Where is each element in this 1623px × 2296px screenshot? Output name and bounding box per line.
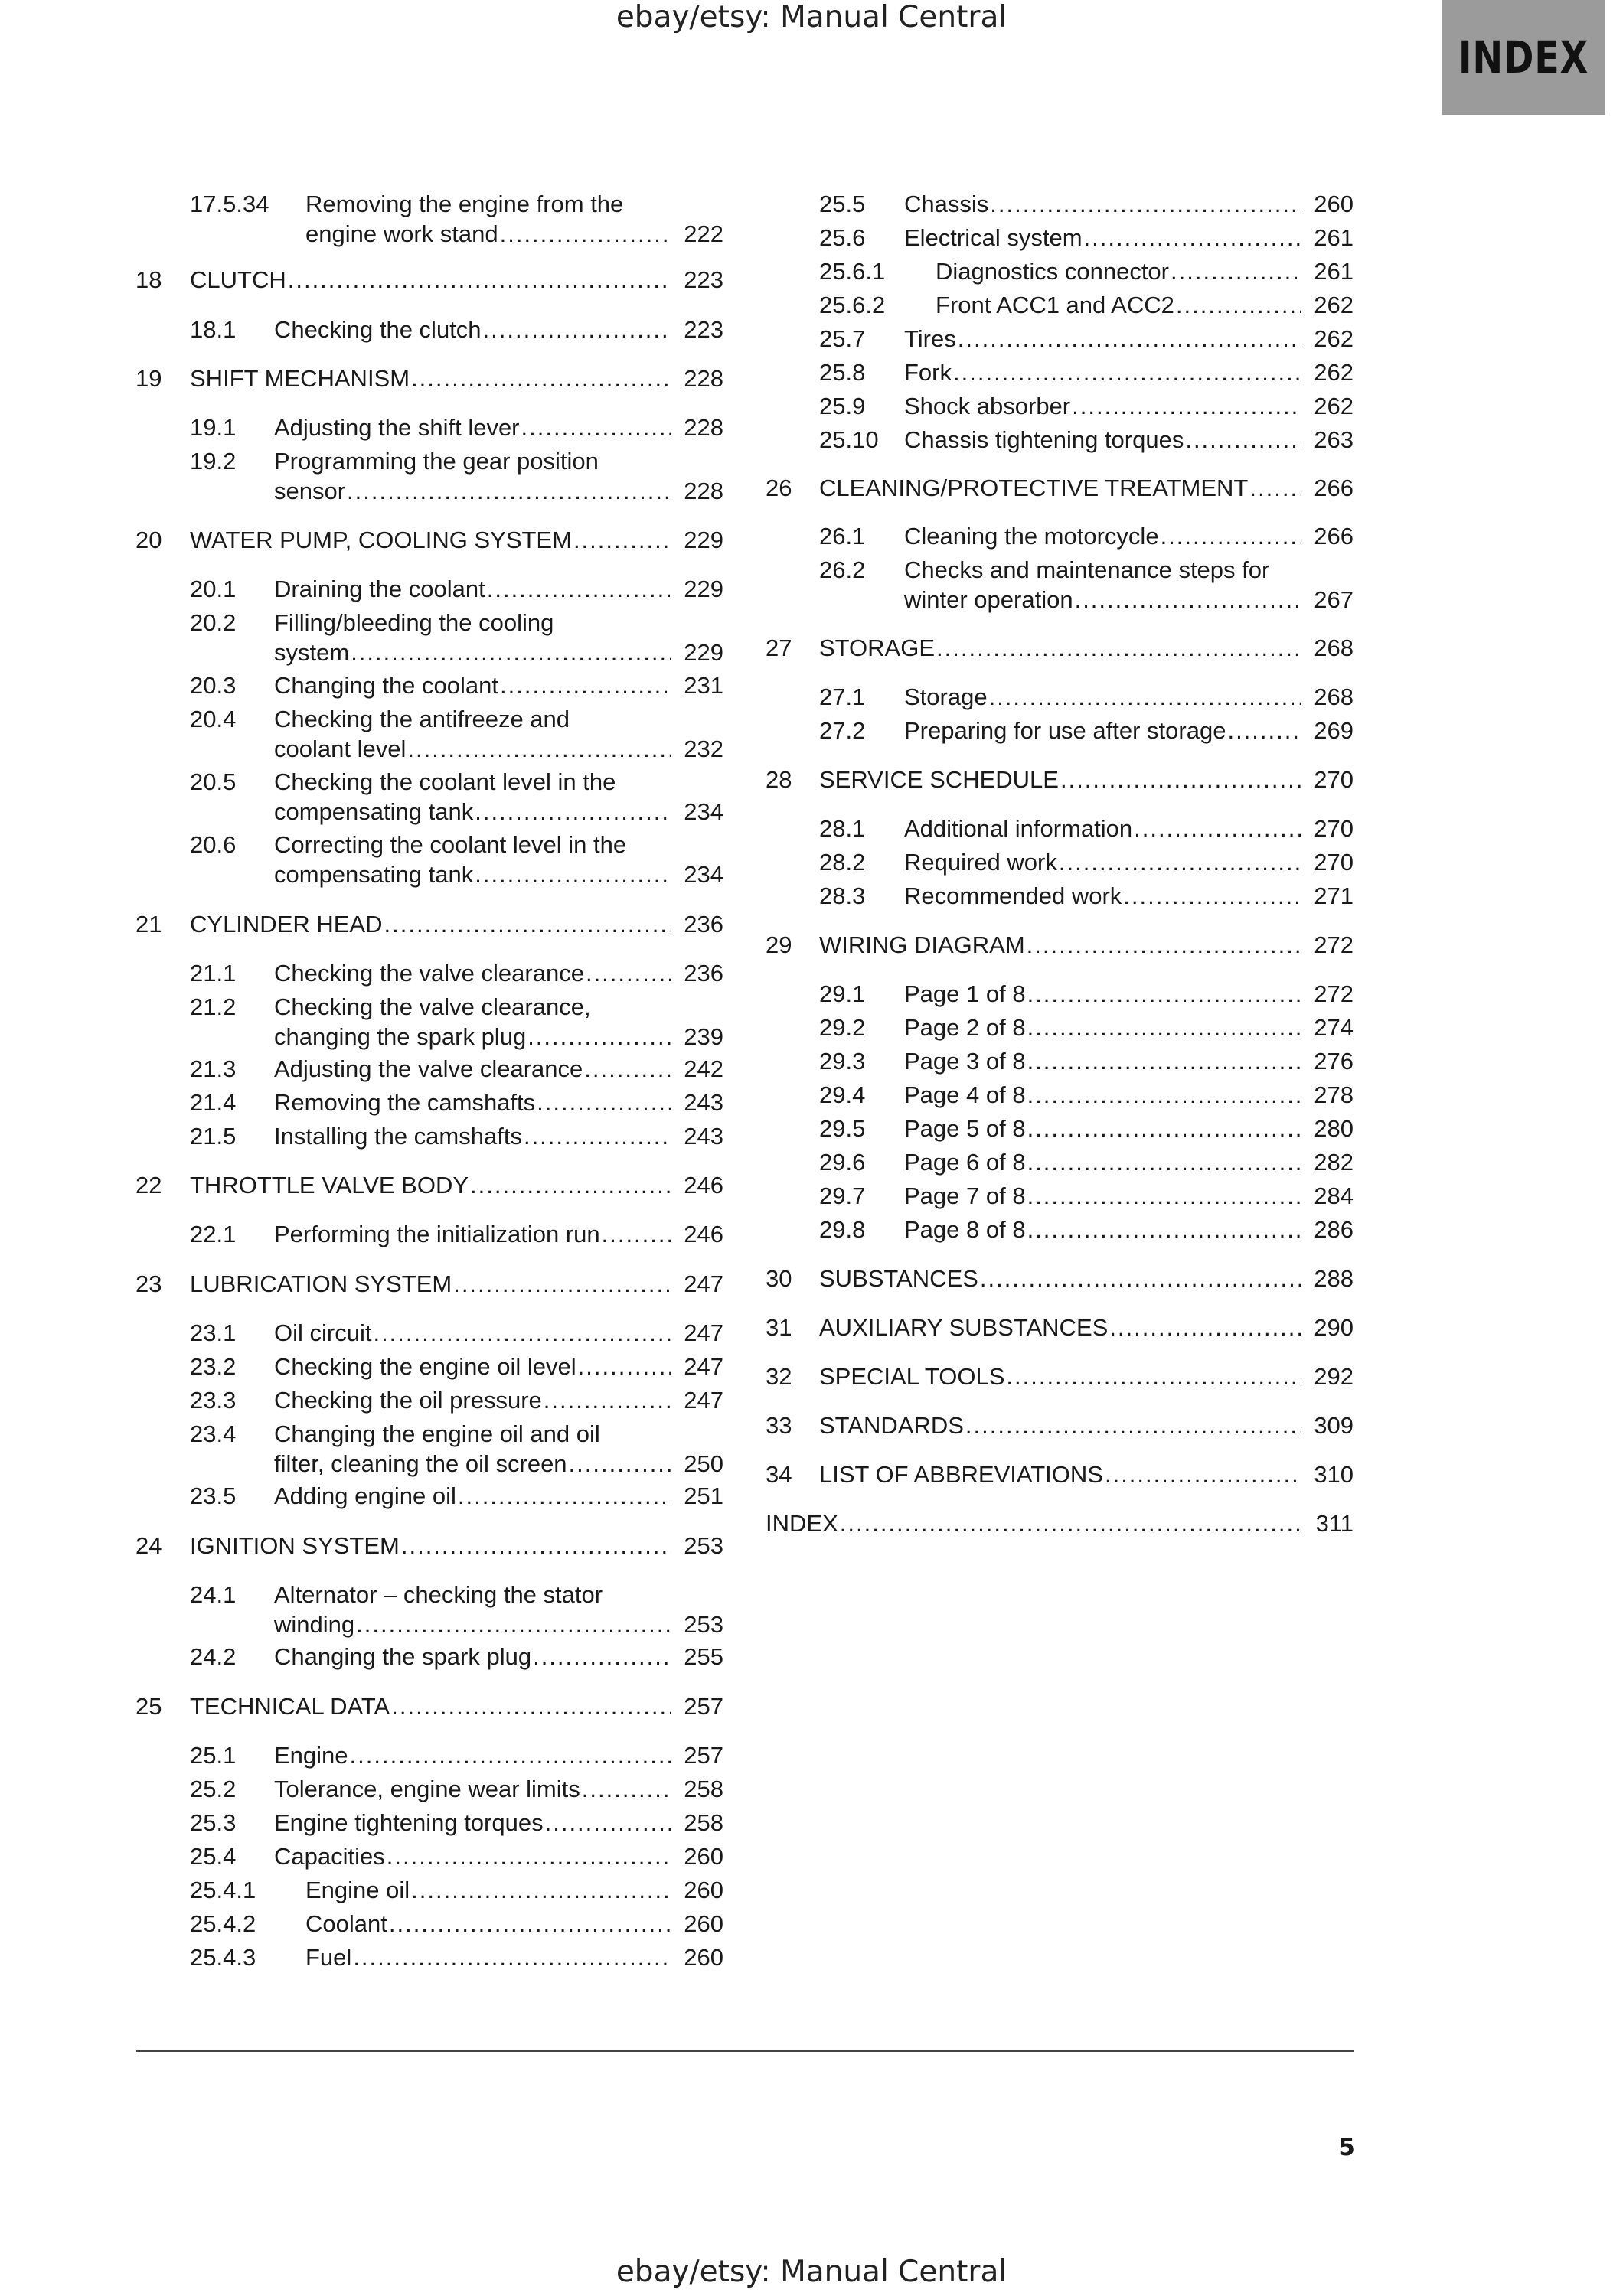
dot-leader	[586, 958, 671, 988]
dot-leader	[582, 1774, 671, 1804]
toc-entry-number: 31	[766, 1314, 792, 1341]
toc-entry-title: Removing the camshafts	[274, 1089, 536, 1116]
dot-leader	[475, 859, 671, 889]
toc-entry-title: LIST OF ABBREVIATIONS	[819, 1461, 1103, 1488]
toc-entry-page: 270	[1314, 766, 1354, 793]
dot-leader	[1059, 847, 1301, 877]
toc-entry-title: Coolant	[305, 1910, 387, 1937]
toc-entry-number: 26	[766, 475, 792, 501]
toc-entry-title: Programming the gear position	[274, 448, 599, 475]
toc-entry-page: 288	[1314, 1265, 1354, 1292]
toc-entry-number: 21.5	[190, 1123, 237, 1150]
toc-entry-number: 22.1	[190, 1221, 237, 1247]
dot-leader	[288, 265, 671, 295]
toc-entry-title: Installing the camshafts	[274, 1123, 522, 1150]
toc-entry-number: 29.1	[819, 980, 866, 1007]
toc-entry-number: 22	[136, 1172, 162, 1199]
toc-entry-title: Page 1 of 8	[904, 980, 1026, 1007]
toc-entry-title: Engine tightening torques	[274, 1809, 544, 1836]
toc-entry-title: Adjusting the shift lever	[274, 414, 520, 441]
toc-entry-title: Page 5 of 8	[904, 1115, 1026, 1142]
toc-entry-number: 34	[766, 1461, 792, 1488]
toc-entry-number: 21	[136, 911, 162, 938]
toc-entry-title: Electrical system	[904, 224, 1083, 251]
toc-entry-title: SERVICE SCHEDULE	[819, 766, 1059, 793]
toc-entry-number: 26.2	[819, 556, 866, 583]
toc-entry-title: Page 2 of 8	[904, 1014, 1026, 1041]
toc-entry-page: 243	[684, 1089, 723, 1116]
dot-leader	[1027, 1046, 1301, 1076]
toc-entry-number: 19.1	[190, 414, 237, 441]
toc-entry-title: filter, cleaning the oil screen	[274, 1450, 567, 1477]
toc-entry-number: 20.6	[190, 831, 237, 858]
toc-entry-page: 234	[684, 798, 723, 825]
toc-entry-title: coolant level	[274, 735, 407, 762]
dot-leader	[989, 682, 1301, 712]
dot-leader	[1176, 290, 1301, 320]
toc-entry-title: THROTTLE VALVE BODY	[190, 1172, 469, 1199]
toc-entry-page: 260	[684, 1944, 723, 1971]
toc-entry-number: 25.9	[819, 393, 866, 419]
toc-entry-title: Checking the clutch	[274, 316, 482, 343]
toc-entry-number: 23.5	[190, 1482, 237, 1509]
toc-entry-page: 274	[1314, 1014, 1354, 1041]
dot-leader	[351, 638, 671, 667]
dot-leader	[458, 1481, 671, 1511]
toc-entry-page: 236	[684, 960, 723, 987]
toc-entry-page: 268	[1314, 683, 1354, 710]
toc-entry-title: Shock absorber	[904, 393, 1071, 419]
toc-entry-title: Checking the coolant level in the	[274, 768, 616, 795]
toc-entry-title: SUBSTANCES	[819, 1265, 978, 1292]
toc-entry-title: Chassis tightening torques	[904, 426, 1184, 453]
toc-entry-title: Changing the coolant	[274, 672, 499, 699]
dot-leader	[521, 413, 671, 442]
dot-leader	[1075, 585, 1301, 615]
dot-leader	[578, 1352, 671, 1381]
toc-entry-number: 28.2	[819, 849, 866, 876]
toc-entry-page: 262	[1314, 325, 1354, 352]
toc-entry-title: INDEX	[766, 1510, 838, 1537]
toc-entry-number: 28.1	[819, 815, 866, 842]
dot-leader	[1027, 1147, 1301, 1177]
toc-entry-number: 28	[766, 766, 792, 793]
dot-leader	[1027, 930, 1301, 960]
toc-entry-title: Preparing for use after storage	[904, 717, 1226, 744]
toc-entry-title: CYLINDER HEAD	[190, 911, 383, 938]
toc-entry-page: 239	[684, 1023, 723, 1050]
toc-entry-page: 270	[1314, 815, 1354, 842]
toc-entry-title: Adjusting the valve clearance	[274, 1055, 583, 1082]
toc-entry-title: Removing the engine from the	[305, 191, 624, 217]
dot-leader	[500, 670, 671, 700]
dot-leader	[958, 324, 1301, 354]
toc-entry-title: Recommended work	[904, 882, 1122, 909]
toc-entry-number: 29	[766, 931, 792, 958]
toc-entry-title: Front ACC1 and ACC2	[936, 292, 1174, 318]
toc-entry-title: Adding engine oil	[274, 1482, 456, 1509]
toc-entry-number: 25.7	[819, 325, 866, 352]
toc-entry-title: winding	[274, 1611, 355, 1638]
toc-entry-title: Changing the engine oil and oil	[274, 1420, 600, 1447]
toc-entry-title: Fork	[904, 359, 952, 386]
toc-entry-title: Additional information	[904, 815, 1133, 842]
toc-entry-number: 20.5	[190, 768, 237, 795]
dot-leader	[470, 1170, 671, 1200]
toc-entry-number: 25.1	[190, 1742, 237, 1769]
toc-entry-page: 263	[1314, 426, 1354, 453]
toc-entry-page: 278	[1314, 1081, 1354, 1108]
dot-leader	[487, 574, 671, 604]
toc-entry-page: 276	[1314, 1048, 1354, 1075]
dot-leader	[980, 1264, 1301, 1293]
toc-entry-number: 29.5	[819, 1115, 866, 1142]
toc-entry-page: 310	[1314, 1461, 1354, 1488]
toc-entry-number: 27	[766, 634, 792, 661]
toc-entry-title: IGNITION SYSTEM	[190, 1532, 400, 1559]
toc-entry-page: 223	[684, 316, 723, 343]
toc-entry-number: 25.6.2	[819, 292, 886, 318]
toc-entry-page: 286	[1314, 1216, 1354, 1243]
toc-entry-number: 32	[766, 1363, 792, 1390]
toc-entry-number: 25.6	[819, 224, 866, 251]
toc-entry-number: 23.4	[190, 1420, 237, 1447]
dot-leader	[483, 315, 671, 344]
toc-entry-number: 21.4	[190, 1089, 237, 1116]
toc-entry-page: 228	[684, 365, 723, 392]
toc-entry-title: Chassis	[904, 191, 989, 217]
toc-entry-number: 25.4.1	[190, 1877, 256, 1903]
toc-entry-page: 261	[1314, 224, 1354, 251]
toc-entry-page: 262	[1314, 292, 1354, 318]
dot-leader	[1171, 256, 1301, 286]
toc-entry-title: SPECIAL TOOLS	[819, 1363, 1005, 1390]
toc-entry-title: sensor	[274, 478, 346, 504]
footer-rule	[136, 2050, 1354, 2052]
dot-leader	[475, 797, 671, 827]
toc-entry-title: Checking the antifreeze and	[274, 706, 570, 732]
toc-entry-title: Fuel	[305, 1944, 352, 1971]
toc-entry-title: Performing the initialization run	[274, 1221, 600, 1247]
toc-entry-number: 25.4	[190, 1843, 237, 1870]
toc-entry-title: Alternator – checking the stator	[274, 1581, 603, 1608]
toc-entry-number: 25.3	[190, 1809, 237, 1836]
toc-entry-page: 266	[1314, 523, 1354, 550]
toc-entry-title: changing the spark plug	[274, 1023, 527, 1050]
toc-entry-page: 271	[1314, 882, 1354, 909]
toc-entry-page: 282	[1314, 1149, 1354, 1176]
toc-entry-page: 257	[684, 1693, 723, 1720]
toc-entry-title: winter operation	[904, 586, 1073, 613]
toc-entry-title: Required work	[904, 849, 1057, 876]
toc-entry-number: 27.2	[819, 717, 866, 744]
dot-leader	[384, 909, 672, 939]
toc-entry-number: 29.3	[819, 1048, 866, 1075]
toc-entry-page: 246	[684, 1172, 723, 1199]
toc-entry-number: 25.6.1	[819, 258, 886, 285]
toc-entry-title: STANDARDS	[819, 1412, 964, 1439]
toc-entry-title: Draining the coolant	[274, 576, 485, 602]
toc-entry-title: Page 6 of 8	[904, 1149, 1026, 1176]
toc-entry-number: 19.2	[190, 448, 237, 475]
dot-leader	[1227, 716, 1301, 745]
toc-entry-page: 234	[684, 861, 723, 888]
toc-entry-page: 292	[1314, 1363, 1354, 1390]
toc-entry-page: 255	[684, 1643, 723, 1670]
toc-entry-page: 231	[684, 672, 723, 699]
toc-entry-page: 309	[1314, 1412, 1354, 1439]
index-tab: INDEX	[1442, 0, 1605, 115]
dot-leader	[953, 357, 1301, 387]
dot-leader	[407, 734, 671, 764]
dot-leader	[527, 1022, 671, 1052]
dot-leader	[500, 219, 671, 249]
dot-leader	[584, 1054, 671, 1084]
toc-entry-page: 290	[1314, 1314, 1354, 1341]
toc-entry-number: 19	[136, 365, 162, 392]
toc-entry-number: 20.2	[190, 609, 237, 636]
dot-leader	[1027, 1181, 1301, 1211]
toc-entry-page: 262	[1314, 359, 1354, 386]
dot-leader	[1105, 1459, 1301, 1489]
toc-entry-number: 25.8	[819, 359, 866, 386]
toc-entry-number: 21.1	[190, 960, 237, 987]
toc-entry-page: 247	[684, 1270, 723, 1297]
toc-entry-page: 266	[1314, 475, 1354, 501]
toc-entry-number: 29.7	[819, 1182, 866, 1209]
toc-entry-title: CLUTCH	[190, 266, 286, 293]
toc-entry-number: 21.2	[190, 993, 237, 1020]
dot-leader	[401, 1531, 671, 1561]
toc-entry-title: Page 4 of 8	[904, 1081, 1026, 1108]
toc-entry-title: Changing the spark plug	[274, 1643, 532, 1670]
toc-entry-page: 222	[684, 220, 723, 247]
dot-leader	[411, 364, 671, 393]
toc-entry-title: AUXILIARY SUBSTANCES	[819, 1314, 1109, 1341]
dot-leader	[1006, 1362, 1301, 1391]
toc-entry-page: 243	[684, 1123, 723, 1150]
dot-leader	[1027, 1080, 1301, 1110]
dot-leader	[1249, 473, 1301, 503]
dot-leader	[1027, 1114, 1301, 1143]
toc-entry-title: WIRING DIAGRAM	[819, 931, 1025, 958]
dot-leader	[391, 1691, 671, 1721]
toc-entry-title: compensating tank	[274, 798, 474, 825]
toc-entry-page: 236	[684, 911, 723, 938]
toc-entry-number: 29.6	[819, 1149, 866, 1176]
dot-leader	[356, 1609, 671, 1639]
dot-leader	[840, 1508, 1301, 1538]
toc-entry-title: engine work stand	[305, 220, 498, 247]
toc-entry-number: 25.2	[190, 1776, 237, 1802]
toc-entry-title: system	[274, 639, 350, 666]
toc-entry-page: 270	[1314, 849, 1354, 876]
toc-entry-title: Engine oil	[305, 1877, 410, 1903]
dot-leader	[1123, 881, 1301, 911]
toc-entry-page: 311	[1315, 1510, 1354, 1537]
dot-leader	[1109, 1313, 1301, 1342]
toc-entry-page: 253	[684, 1532, 723, 1559]
toc-entry-page: 228	[684, 414, 723, 441]
toc-entry-page: 258	[684, 1776, 723, 1802]
toc-entry-page: 257	[684, 1742, 723, 1769]
toc-entry-number: 28.3	[819, 882, 866, 909]
toc-entry-number: 25.4.2	[190, 1910, 256, 1937]
watermark-bottom: ebay/etsy: Manual Central	[616, 2255, 1007, 2289]
dot-leader	[373, 1318, 671, 1348]
toc-entry-page: 262	[1314, 393, 1354, 419]
toc-entry-page: 223	[684, 266, 723, 293]
dot-leader	[602, 1219, 671, 1249]
toc-entry-title: Cleaning the motorcycle	[904, 523, 1159, 550]
dot-leader	[1072, 391, 1301, 421]
dot-leader	[533, 1642, 671, 1671]
dot-leader	[389, 1909, 671, 1939]
toc-entry-number: 23.1	[190, 1319, 237, 1346]
toc-entry-title: Oil circuit	[274, 1319, 372, 1346]
toc-entry-title: CLEANING/PROTECTIVE TREATMENT	[819, 475, 1249, 501]
dot-leader	[965, 1411, 1301, 1440]
dot-leader	[1084, 223, 1301, 253]
toc-entry-page: 260	[684, 1910, 723, 1937]
toc-entry-title: Capacities	[274, 1843, 385, 1870]
toc-entry-page: 247	[684, 1319, 723, 1346]
toc-entry-title: STORAGE	[819, 634, 936, 661]
toc-entry-title: Checking the valve clearance	[274, 960, 584, 987]
toc-entry-number: 25	[136, 1693, 162, 1720]
toc-entry-title: Page 8 of 8	[904, 1216, 1026, 1243]
toc-entry-number: 20	[136, 527, 162, 553]
toc-entry-number: 21.3	[190, 1055, 237, 1082]
toc-entry-number: 23	[136, 1270, 162, 1297]
dot-leader	[353, 1942, 671, 1972]
toc-entry-number: 20.3	[190, 672, 237, 699]
dot-leader	[990, 189, 1301, 219]
toc-entry-page: 260	[1314, 191, 1354, 217]
dot-leader	[1027, 979, 1301, 1009]
toc-entry-page: 229	[684, 527, 723, 553]
dot-leader	[350, 1740, 671, 1770]
dot-leader	[1027, 1215, 1301, 1244]
dot-leader	[537, 1088, 671, 1117]
toc-entry-page: 260	[684, 1877, 723, 1903]
dot-leader	[545, 1808, 671, 1838]
toc-entry-page: 242	[684, 1055, 723, 1082]
toc-entry-page: 261	[1314, 258, 1354, 285]
toc-entry-number: 25.4.3	[190, 1944, 256, 1971]
toc-entry-page: 229	[684, 639, 723, 666]
toc-entry-page: 250	[684, 1450, 723, 1477]
dot-leader	[1027, 1013, 1301, 1042]
toc-entry-number: 17.5.34	[190, 191, 269, 217]
dot-leader	[573, 525, 671, 555]
toc-entry-title: compensating tank	[274, 861, 474, 888]
toc-entry-number: 23.3	[190, 1387, 237, 1414]
dot-leader	[1185, 425, 1301, 455]
toc-entry-title: Storage	[904, 683, 988, 710]
toc-entry-number: 24.2	[190, 1643, 237, 1670]
toc-entry-page: 246	[684, 1221, 723, 1247]
toc-entry-number: 20.4	[190, 706, 237, 732]
toc-entry-page: 258	[684, 1809, 723, 1836]
toc-entry-number: 29.2	[819, 1014, 866, 1041]
dot-leader	[1134, 814, 1301, 843]
toc-entry-page: 272	[1314, 980, 1354, 1007]
toc-entry-page: 280	[1314, 1115, 1354, 1142]
toc-entry-number: 27.1	[819, 683, 866, 710]
toc-entry-page: 229	[684, 576, 723, 602]
toc-entry-page: 253	[684, 1611, 723, 1638]
dot-leader	[569, 1449, 671, 1479]
toc-entry-page: 232	[684, 735, 723, 762]
toc-entry-title: Page 7 of 8	[904, 1182, 1026, 1209]
page-number: 5	[1338, 2134, 1355, 2161]
dot-leader	[524, 1121, 671, 1151]
dot-leader	[347, 476, 671, 506]
toc-entry-title: Checks and maintenance steps for	[904, 556, 1270, 583]
toc-entry-title: SHIFT MECHANISM	[190, 365, 410, 392]
dot-leader	[411, 1875, 671, 1905]
toc-entry-title: Checking the valve clearance,	[274, 993, 591, 1020]
toc-entry-title: Tolerance, engine wear limits	[274, 1776, 580, 1802]
toc-entry-number: 26.1	[819, 523, 866, 550]
toc-entry-number: 29.8	[819, 1216, 866, 1243]
toc-entry-title: Checking the oil pressure	[274, 1387, 542, 1414]
toc-entry-title: Diagnostics connector	[936, 258, 1169, 285]
toc-entry-number: 23.2	[190, 1353, 237, 1380]
toc-entry-page: 251	[684, 1482, 723, 1509]
dot-leader	[544, 1385, 671, 1415]
toc-entry-number: 33	[766, 1412, 792, 1439]
toc-entry-number: 18	[136, 266, 162, 293]
toc-entry-title: Filling/bleeding the cooling	[274, 609, 554, 636]
toc-entry-title: Page 3 of 8	[904, 1048, 1026, 1075]
toc-entry-page: 260	[684, 1843, 723, 1870]
watermark-top: ebay/etsy: Manual Central	[616, 0, 1007, 34]
toc-entry-number: 20.1	[190, 576, 237, 602]
dot-leader	[936, 633, 1301, 663]
toc-entry-page: 247	[684, 1353, 723, 1380]
dot-leader	[453, 1269, 671, 1299]
toc-entry-page: 267	[1314, 586, 1354, 613]
toc-entry-number: 24.1	[190, 1581, 237, 1608]
toc-entry-page: 228	[684, 478, 723, 504]
toc-entry-page: 284	[1314, 1182, 1354, 1209]
dot-leader	[387, 1841, 671, 1871]
toc-entry-number: 29.4	[819, 1081, 866, 1108]
toc-entry-number: 25.5	[819, 191, 866, 217]
dot-leader	[1161, 521, 1301, 551]
toc-entry-title: LUBRICATION SYSTEM	[190, 1270, 452, 1297]
toc-entry-title: Checking the engine oil level	[274, 1353, 576, 1380]
toc-entry-title: WATER PUMP, COOLING SYSTEM	[190, 527, 572, 553]
toc-entry-title: Engine	[274, 1742, 348, 1769]
toc-entry-number: 24	[136, 1532, 162, 1559]
toc-entry-title: Correcting the coolant level in the	[274, 831, 627, 858]
toc-entry-title: TECHNICAL DATA	[190, 1693, 390, 1720]
toc-entry-page: 269	[1314, 717, 1354, 744]
toc-entry-number: 18.1	[190, 316, 237, 343]
toc-entry-page: 272	[1314, 931, 1354, 958]
dot-leader	[1060, 765, 1301, 794]
toc-entry-title: Tires	[904, 325, 956, 352]
toc-entry-page: 247	[684, 1387, 723, 1414]
toc-entry-page: 268	[1314, 634, 1354, 661]
toc-entry-number: 30	[766, 1265, 792, 1292]
toc-entry-number: 25.10	[819, 426, 879, 453]
